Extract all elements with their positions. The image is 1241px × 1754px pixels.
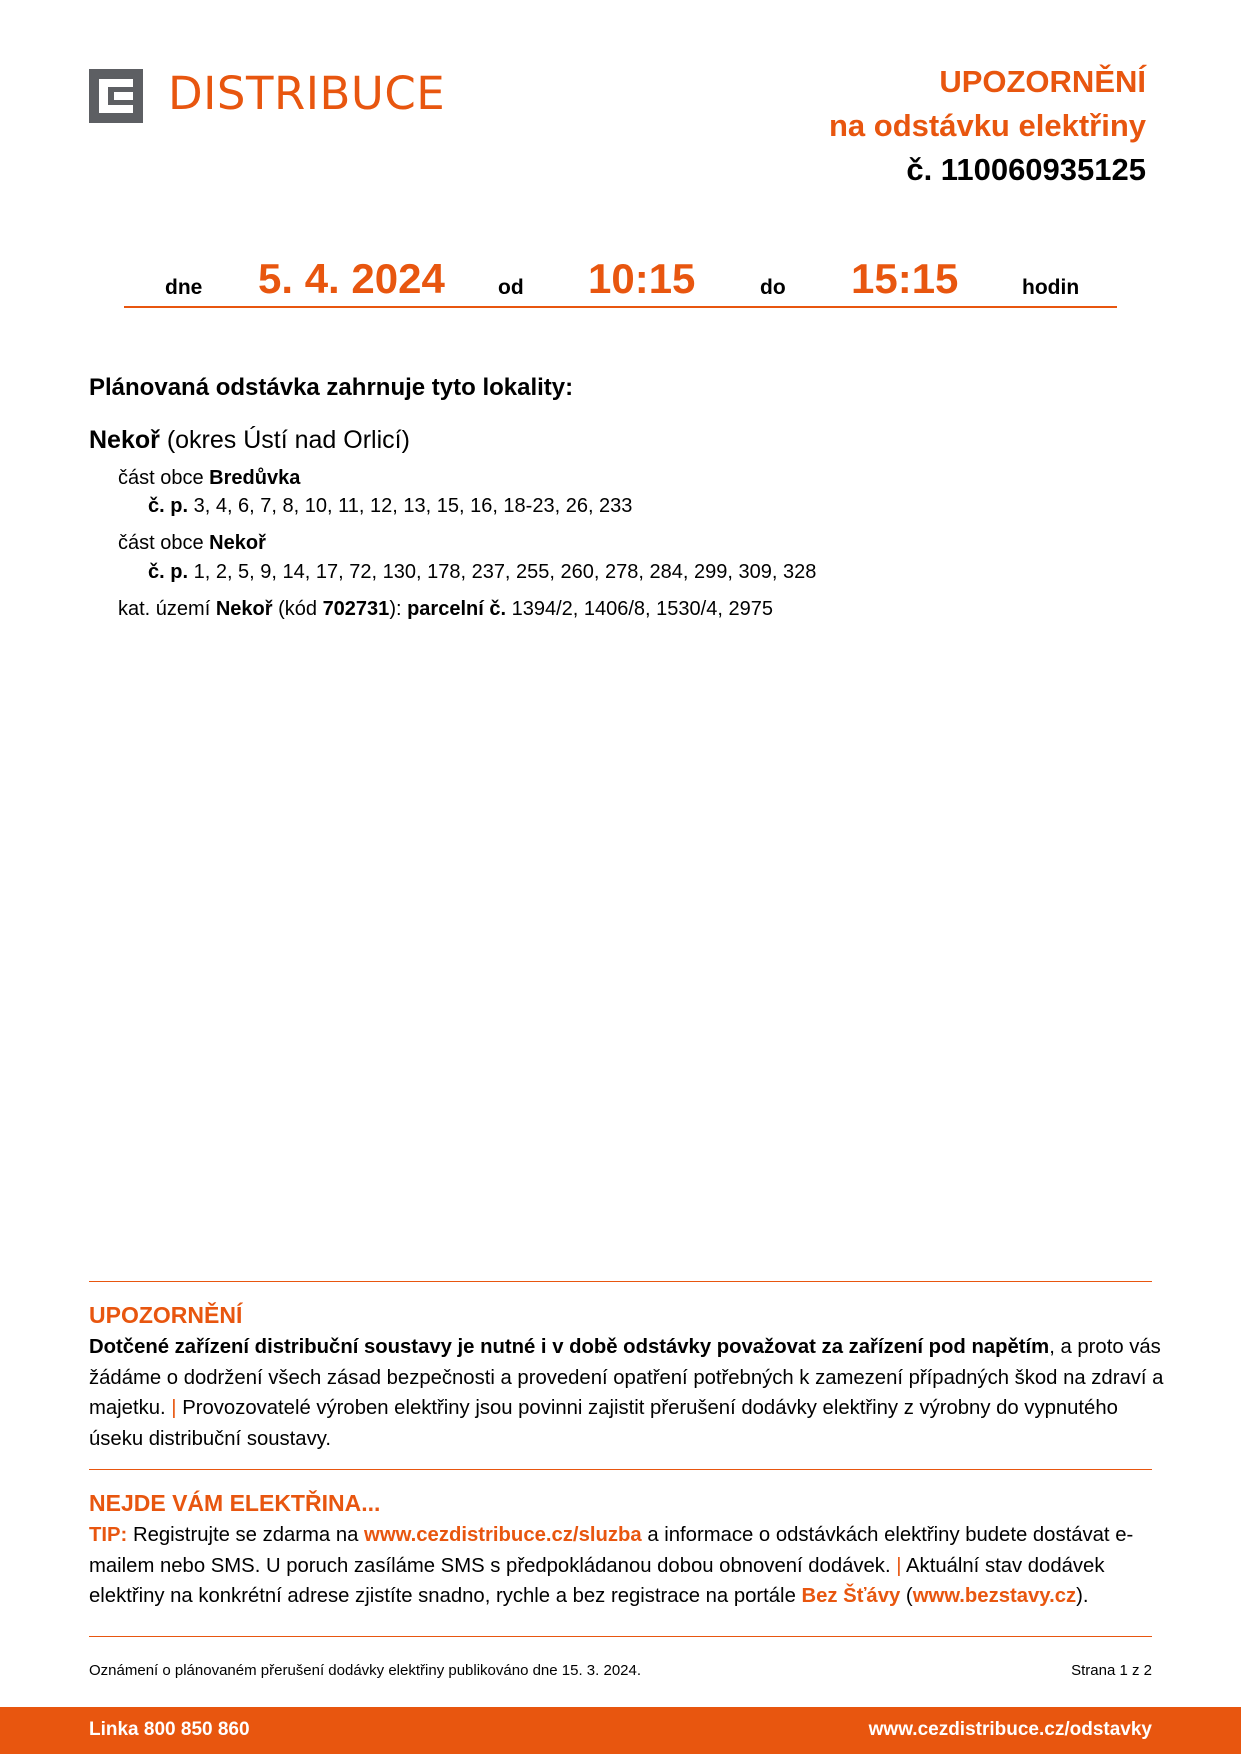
bezstavy-link[interactable]: www.bezstavy.cz — [912, 1585, 1077, 1607]
outage-date: 5. 4. 2024 — [258, 255, 445, 302]
to-label: do — [760, 276, 786, 299]
house-numbers: č. p. 3, 4, 6, 7, 8, 10, 11, 12, 13, 15, 16, 18-23, 26, 233 — [148, 495, 633, 517]
no-power-title: NEJDE VÁM ELEKTŘINA... — [89, 1490, 381, 1516]
divider — [89, 1636, 1152, 1637]
part-name: Nekoř — [209, 532, 266, 554]
notice-title: UPOZORNĚNÍ — [939, 64, 1146, 99]
page-number: Strana 1 z 2 — [1071, 1662, 1152, 1679]
portal-name: Bez Šťávy — [801, 1585, 901, 1607]
house-numbers: č. p. 1, 2, 5, 9, 14, 17, 72, 130, 178, 237, 255, 260, 278, 284, 299, 309, 328 — [148, 561, 817, 583]
service-link[interactable]: www.cezdistribuce.cz/sluzba — [364, 1524, 642, 1546]
date-underline — [124, 306, 1117, 308]
footer-bar — [0, 1707, 1241, 1754]
divider — [89, 1469, 1152, 1470]
divider — [89, 1281, 1152, 1282]
end-time: 15:15 — [851, 255, 959, 302]
no-power-text: TIP: Registrujte se zdarma na www.cezdistribuce.cz/sluzba a informace o odstávkách elektřiny budete dostávat e-mailem nebo SMS. U poruch zasíláme SMS s předpokládanou dobou obnovení dodávek. | Aktuální stav dodávek elektřiny na konkrétní adrese zjistíte snadno, rychle a bez registrace na portále Bez Šťávy (www.bezstavy.cz). — [89, 1524, 1134, 1607]
district: (okres Ústí nad Orlicí) — [166, 426, 410, 454]
town-title — [89, 426, 410, 455]
start-time: 10:15 — [588, 255, 696, 302]
town-name: Nekoř — [89, 426, 160, 454]
part-name: Bredůvka — [209, 467, 301, 489]
outages-link[interactable]: www.cezdistribuce.cz/odstavky — [868, 1719, 1152, 1740]
hours-label: hodin — [1022, 276, 1080, 299]
part-heading: část obce Nekoř — [118, 532, 266, 554]
company-logo-mark — [89, 69, 143, 123]
warning-text: Dotčené zařízení distribuční soustavy je nutné i v době odstávky považovat za zařízení pod napětím, a proto vás žádáme o dodržení všech zásad bezpečnosti a provedení opatření potřebných k zamezení případných škod na zdraví a majetku. | Provozovatelé výroben elektřiny jsou povinni zajistit přerušení dodávky elektřiny z výrobny do vypnutého úseku distribuční soustavy. — [89, 1336, 1164, 1450]
part-heading: část obce Bredůvka — [118, 467, 301, 489]
cadastral-line: kat. území Nekoř (kód 702731): parcelní č. 1394/2, 1406/8, 1530/4, 2975 — [118, 598, 773, 620]
company-logo-text: DISTRIBUCE — [168, 67, 446, 120]
locations-heading: Plánovaná odstávka zahrnuje tyto lokality: — [89, 374, 574, 401]
notice-number: č. 110060935125 — [906, 152, 1146, 187]
warning-title: UPOZORNĚNÍ — [89, 1302, 243, 1328]
hotline: Linka 800 850 860 — [89, 1719, 250, 1740]
notice-subtitle: na odstávku elektřiny — [828, 108, 1146, 143]
from-label: od — [498, 276, 524, 299]
published-note: Oznámení o plánovaném přerušení dodávky elektřiny publikováno dne 15. 3. 2024. — [89, 1662, 642, 1679]
date-prefix: dne — [165, 276, 203, 299]
logo-icon — [89, 69, 143, 123]
